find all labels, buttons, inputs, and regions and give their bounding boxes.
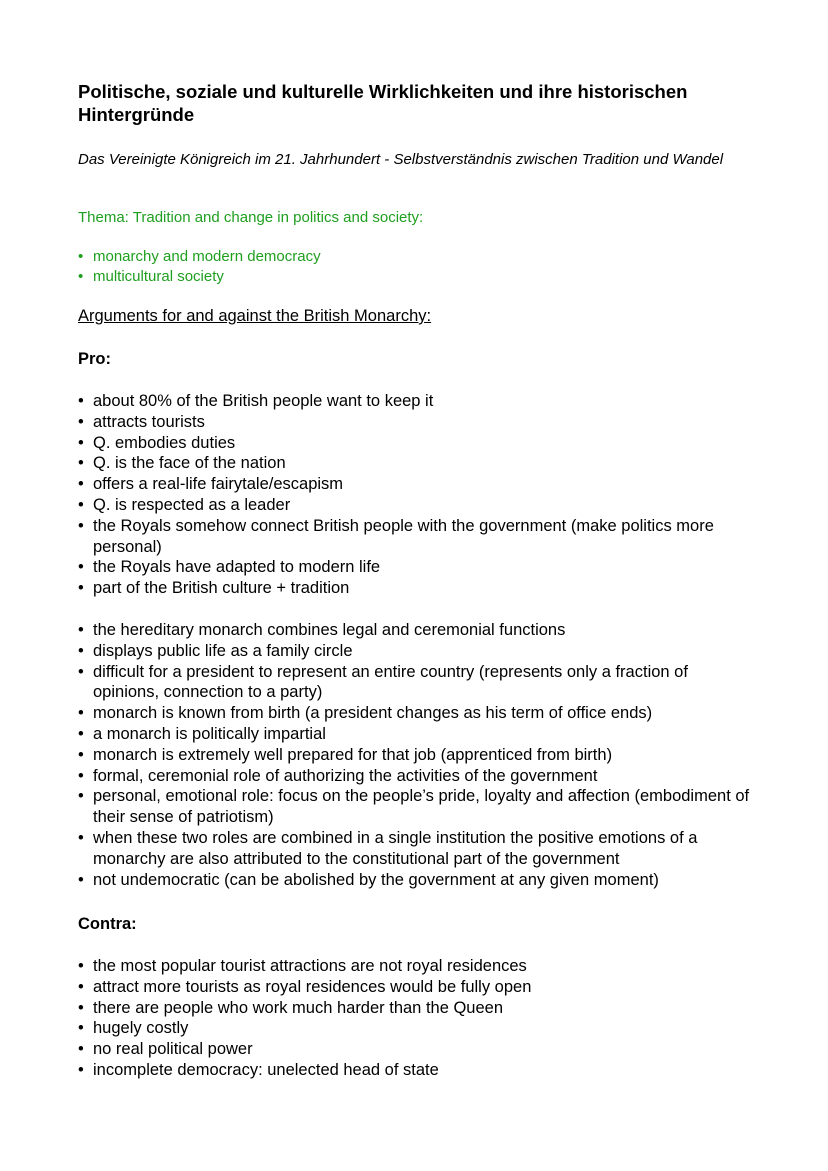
list-item-text: the hereditary monarch combines legal and ceremonial functions xyxy=(93,621,566,639)
contra-list xyxy=(78,956,758,1081)
bullet-icon: • xyxy=(78,745,84,764)
contra-heading: Contra: xyxy=(78,915,137,933)
list-item-text: offers a real-life fairytale/escapism xyxy=(93,475,344,494)
list-item xyxy=(78,724,758,745)
list-item xyxy=(78,956,758,977)
list-item-text: attracts tourists xyxy=(93,412,205,431)
list-item xyxy=(78,391,758,412)
bullet-icon: • xyxy=(78,787,84,806)
arguments-heading: Arguments for and against the British Monarchy: xyxy=(78,307,432,325)
list-item-text: the most popular tourist attractions are not royal residences xyxy=(93,957,527,975)
bullet-icon: • xyxy=(78,248,84,265)
list-item-text: about 80% of the British people want to keep it xyxy=(93,392,434,410)
bullet-icon: • xyxy=(78,433,84,452)
list-item xyxy=(78,1060,758,1081)
list-item xyxy=(78,703,758,724)
bullet-icon: • xyxy=(78,412,84,431)
pro-heading: Pro: xyxy=(78,350,111,368)
bullet-icon: • xyxy=(78,621,84,639)
bullet-icon: • xyxy=(78,475,84,494)
list-item-text: part of the British culture + tradition xyxy=(93,579,350,598)
list-item xyxy=(78,474,758,495)
bullet-icon: • xyxy=(78,1040,84,1059)
list-item-text: Q. is the face of the nation xyxy=(93,454,286,473)
pro-list-2 xyxy=(78,620,758,890)
bullet-icon: • xyxy=(78,579,84,598)
list-item-text: there are people who work much harder than the Queen xyxy=(93,998,504,1017)
list-item xyxy=(78,267,321,287)
list-item-text: formal, ceremonial role of authorizing the activities of the government xyxy=(93,766,598,785)
thema-list xyxy=(78,247,321,287)
page-subtitle: Das Vereinigte Königreich im 21. Jahrhundert - Selbstverständnis zwischen Tradition und Wandel xyxy=(78,151,724,168)
bullet-icon: • xyxy=(78,998,84,1017)
list-item xyxy=(78,766,758,787)
bullet-icon: • xyxy=(78,724,84,743)
list-item-text: Q. is respected as a leader xyxy=(93,495,291,514)
list-item xyxy=(78,1039,758,1060)
bullet-icon: • xyxy=(78,977,84,996)
list-item-text: when these two roles are combined in a single institution the positive emotions of a monarchy are also attributed to the constitutional part of the government xyxy=(93,828,698,868)
bullet-icon: • xyxy=(78,1019,84,1038)
page-title: Politische, soziale und kulturelle Wirklichkeiten und ihre historischen Hintergründe xyxy=(78,81,688,125)
bullet-icon: • xyxy=(78,870,84,889)
bullet-icon: • xyxy=(78,495,84,514)
list-item-text: multicultural society xyxy=(93,268,224,285)
list-item xyxy=(78,247,321,267)
list-item xyxy=(78,495,758,516)
bullet-icon: • xyxy=(78,662,84,681)
list-item-text: monarch is extremely well prepared for that job (apprenticed from birth) xyxy=(93,745,613,764)
list-item-text: difficult for a president to represent an entire country (represents only a fraction of opinions, connection to a party) xyxy=(93,662,688,702)
list-item xyxy=(78,516,758,558)
list-item-text: personal, emotional role: focus on the people’s pride, loyalty and affection (embodiment of their sense of patriotism) xyxy=(93,787,750,827)
list-item-text: not undemocratic (can be abolished by the government at any given moment) xyxy=(93,870,659,889)
list-item-text: incomplete democracy: unelected head of state xyxy=(93,1060,439,1079)
bullet-icon: • xyxy=(78,454,84,473)
bullet-icon: • xyxy=(78,641,84,660)
list-item xyxy=(78,662,758,704)
list-item xyxy=(78,433,758,454)
bullet-icon: • xyxy=(78,516,84,535)
list-item xyxy=(78,453,758,474)
list-item-text: displays public life as a family circle xyxy=(93,641,353,660)
list-item xyxy=(78,557,758,578)
list-item-text: hugely costly xyxy=(93,1019,189,1038)
list-item-text: attract more tourists as royal residences would be fully open xyxy=(93,977,532,996)
list-item xyxy=(78,998,758,1019)
bullet-icon: • xyxy=(78,957,84,975)
list-item-text: monarch is known from birth (a president changes as his term of office ends) xyxy=(93,704,653,723)
pro-list-1 xyxy=(78,391,758,599)
list-item xyxy=(78,620,758,641)
bullet-icon: • xyxy=(78,558,84,577)
bullet-icon: • xyxy=(78,1060,84,1079)
list-item xyxy=(78,977,758,998)
list-item xyxy=(78,1018,758,1039)
bullet-icon: • xyxy=(78,704,84,723)
list-item xyxy=(78,870,758,891)
bullet-icon: • xyxy=(78,392,84,410)
list-item-text: Q. embodies duties xyxy=(93,433,236,452)
bullet-icon: • xyxy=(78,766,84,785)
list-item xyxy=(78,412,758,433)
list-item xyxy=(78,828,758,870)
list-item-text: a monarch is politically impartial xyxy=(93,724,326,743)
list-item-text: the Royals somehow connect British people with the government (make politics more personal) xyxy=(93,516,714,556)
thema-line: Thema: Tradition and change in politics and society: xyxy=(78,209,424,226)
list-item xyxy=(78,641,758,662)
list-item-text: monarchy and modern democracy xyxy=(93,248,321,265)
bullet-icon: • xyxy=(78,828,84,847)
list-item-text: the Royals have adapted to modern life xyxy=(93,558,381,577)
list-item-text: no real political power xyxy=(93,1040,253,1059)
list-item xyxy=(78,786,758,828)
list-item xyxy=(78,578,758,599)
bullet-icon: • xyxy=(78,268,84,285)
list-item xyxy=(78,745,758,766)
